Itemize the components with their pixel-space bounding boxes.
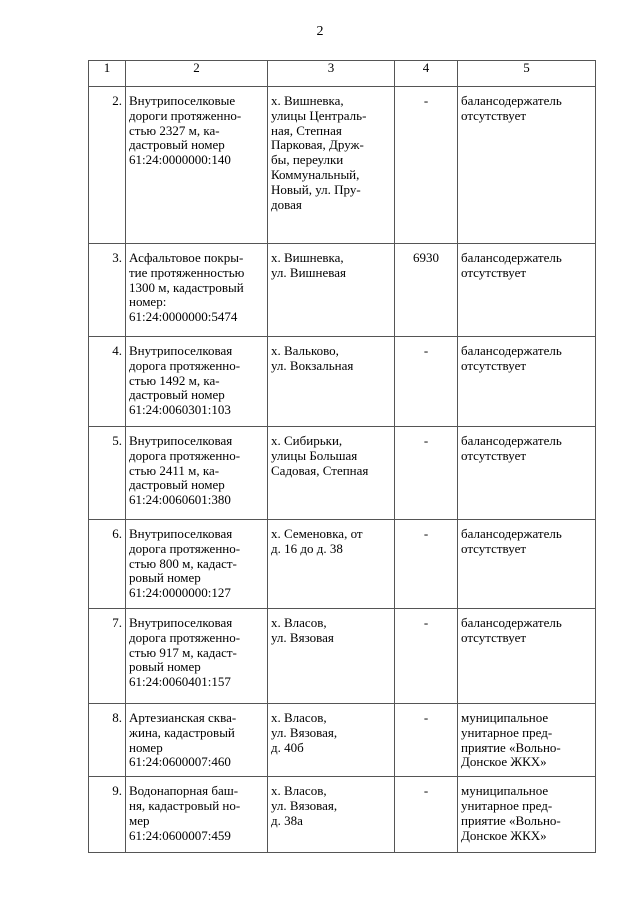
row-number-cell: 9. <box>89 777 126 853</box>
object-line: стью 1492 м, ка- <box>129 372 220 388</box>
object-line: мер <box>129 812 150 828</box>
address-line: улицы Большая <box>271 447 358 463</box>
address-cell <box>268 87 395 244</box>
object-line: дастровый номер <box>129 477 225 493</box>
table-row <box>89 244 596 337</box>
header-col-3: 3 <box>268 61 395 87</box>
holder-line: отсутствует <box>461 107 527 123</box>
header-col-4: 4 <box>395 61 458 87</box>
object-line: дорога протяженно- <box>129 629 241 645</box>
row-number-cell: 8. <box>89 704 126 777</box>
object-line: 1300 м, кадастровый <box>129 279 244 295</box>
address-line: ул. Вишневая <box>271 264 346 280</box>
holder-line: балансодержатель <box>461 93 562 108</box>
table-row <box>89 520 596 609</box>
area-cell: - <box>395 777 458 853</box>
holder-line: балансодержатель <box>461 526 562 541</box>
address-line: х. Власов, <box>271 615 327 630</box>
holder-cell <box>458 609 596 704</box>
object-line: 61:24:0600007:460 <box>129 754 231 770</box>
table-row <box>89 337 596 427</box>
area-cell: 6930 <box>395 244 458 337</box>
table-row <box>89 609 596 704</box>
object-name-cell <box>126 704 268 777</box>
object-line: 61:24:0000000:127 <box>129 585 231 601</box>
holder-cell <box>458 87 596 244</box>
holder-cell <box>458 704 596 777</box>
address-line: ная, Степная <box>271 122 342 138</box>
address-line: д. 40б <box>271 739 304 755</box>
holder-cell <box>458 520 596 609</box>
object-line: ровый номер <box>129 659 201 675</box>
area-cell: - <box>395 337 458 427</box>
area-cell: - <box>395 87 458 244</box>
address-line: х. Сибирьки, <box>271 433 343 448</box>
object-line: 61:24:0600007:459 <box>129 827 231 843</box>
object-name-cell <box>126 87 268 244</box>
header-col-1: 1 <box>89 61 126 87</box>
address-line: Садовая, Степная <box>271 462 369 478</box>
object-line: Артезианская сква- <box>129 710 237 725</box>
address-line: бы, переулки <box>271 152 344 168</box>
address-cell <box>268 520 395 609</box>
object-name-cell <box>126 427 268 520</box>
address-line: ул. Вязовая, <box>271 724 338 740</box>
holder-line: приятие «Вольно- <box>461 812 561 828</box>
object-line: дороги протяженно- <box>129 107 242 123</box>
holder-line: балансодержатель <box>461 433 562 448</box>
address-line: улицы Централь- <box>271 107 367 123</box>
object-line: дастровый номер <box>129 387 225 403</box>
object-line: 61:24:0060401:157 <box>129 674 231 690</box>
object-line: номер <box>129 739 163 755</box>
object-line: 61:24:0060301:103 <box>129 402 231 418</box>
address-line: д. 38а <box>271 812 303 828</box>
row-number-cell: 4. <box>89 337 126 427</box>
object-line: Внутрипоселковая <box>129 433 233 448</box>
holder-line: унитарное пред- <box>461 797 553 813</box>
object-line: 61:24:0000000:5474 <box>129 309 238 325</box>
object-line: 61:24:0060601:380 <box>129 492 231 508</box>
registry-table <box>88 60 596 853</box>
object-name-cell <box>126 609 268 704</box>
object-line: стью 2411 м, ка- <box>129 462 220 478</box>
address-line: ул. Вокзальная <box>271 357 354 373</box>
object-name-cell <box>126 244 268 337</box>
address-line: Новый, ул. Пру- <box>271 181 361 197</box>
address-line: х. Вальково, <box>271 343 339 358</box>
object-name-cell <box>126 520 268 609</box>
holder-line: балансодержатель <box>461 615 562 630</box>
holder-line: Донское ЖКХ» <box>461 754 547 770</box>
address-cell <box>268 777 395 853</box>
address-line: х. Власов, <box>271 783 327 799</box>
object-line: стью 2327 м, ка- <box>129 122 220 138</box>
header-col-5: 5 <box>458 61 596 87</box>
address-cell <box>268 704 395 777</box>
address-cell <box>268 337 395 427</box>
holder-line: отсутствует <box>461 264 527 280</box>
table-row <box>89 777 596 853</box>
object-line: Водонапорная баш- <box>129 783 239 799</box>
address-line: д. 16 до д. 38 <box>271 540 343 556</box>
object-line: дорога протяженно- <box>129 357 241 373</box>
object-line: ровый номер <box>129 570 201 586</box>
table-row <box>89 427 596 520</box>
row-number-cell: 5. <box>89 427 126 520</box>
address-cell <box>268 609 395 704</box>
address-line: довая <box>271 196 302 212</box>
address-line: х. Вишневка, <box>271 250 344 265</box>
row-number-cell: 6. <box>89 520 126 609</box>
holder-line: Донское ЖКХ» <box>461 827 547 843</box>
object-name-cell <box>126 777 268 853</box>
holder-cell <box>458 777 596 853</box>
holder-line: муниципальное <box>461 783 549 799</box>
address-cell <box>268 244 395 337</box>
object-line: жина, кадастровый <box>129 724 235 740</box>
object-line: дастровый номер <box>129 137 225 153</box>
table-row <box>89 87 596 244</box>
holder-line: балансодержатель <box>461 250 562 265</box>
object-line: Внутрипоселковые <box>129 93 236 108</box>
address-line: ул. Вязовая <box>271 629 334 645</box>
area-cell: - <box>395 520 458 609</box>
holder-line: отсутствует <box>461 447 527 463</box>
address-line: Парковая, Друж- <box>271 137 364 153</box>
object-line: ня, кадастровый но- <box>129 797 241 813</box>
object-line: 61:24:0000000:140 <box>129 152 231 168</box>
header-row <box>89 61 596 87</box>
holder-line: балансодержатель <box>461 343 562 358</box>
row-number-cell: 3. <box>89 244 126 337</box>
object-line: тие протяженностью <box>129 264 245 280</box>
holder-line: муниципальное <box>461 710 549 725</box>
object-line: Асфальтовое покры- <box>129 250 244 265</box>
area-cell: - <box>395 609 458 704</box>
address-cell <box>268 427 395 520</box>
address-line: х. Власов, <box>271 710 327 725</box>
holder-cell <box>458 244 596 337</box>
row-number-cell: 2. <box>89 87 126 244</box>
table-row <box>89 704 596 777</box>
header-col-2: 2 <box>126 61 268 87</box>
holder-line: отсутствует <box>461 629 527 645</box>
page-number: 2 <box>316 24 324 39</box>
object-line: номер: <box>129 294 167 310</box>
object-line: дорога протяженно- <box>129 447 241 463</box>
holder-cell <box>458 427 596 520</box>
holder-line: приятие «Вольно- <box>461 739 561 755</box>
holder-line: отсутствует <box>461 357 527 373</box>
object-line: дорога протяженно- <box>129 540 241 556</box>
object-name-cell <box>126 337 268 427</box>
address-line: х. Семеновка, от <box>271 526 363 541</box>
object-line: стью 800 м, кадаст- <box>129 555 237 571</box>
area-cell: - <box>395 704 458 777</box>
object-line: Внутрипоселковая <box>129 615 233 630</box>
area-cell: - <box>395 427 458 520</box>
row-number-cell: 7. <box>89 609 126 704</box>
object-line: Внутрипоселковая <box>129 526 233 541</box>
object-line: стью 917 м, кадаст- <box>129 644 237 660</box>
address-line: ул. Вязовая, <box>271 797 338 813</box>
address-line: х. Вишневка, <box>271 93 344 108</box>
address-line: Коммунальный, <box>271 166 360 182</box>
object-line: Внутрипоселковая <box>129 343 233 358</box>
holder-line: отсутствует <box>461 540 527 556</box>
holder-line: унитарное пред- <box>461 724 553 740</box>
holder-cell <box>458 337 596 427</box>
